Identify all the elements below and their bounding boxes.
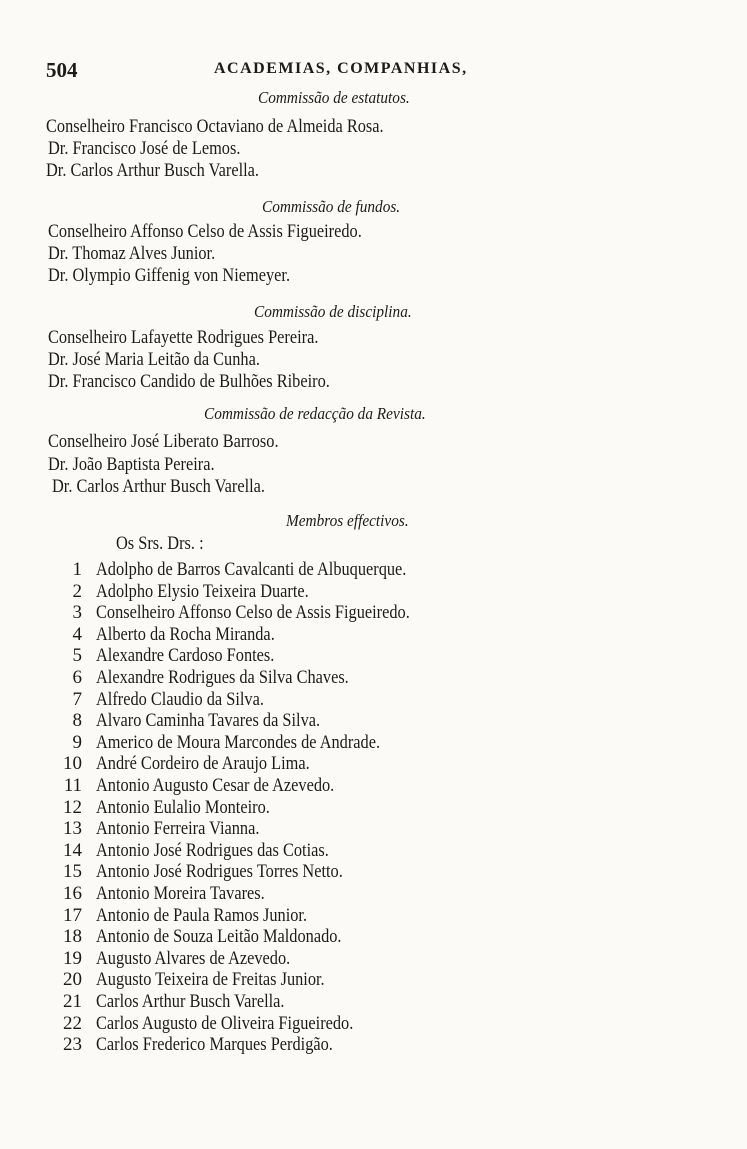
section-heading-estatutos: Commissão de estatutos. — [258, 88, 410, 107]
member-number: 22 — [63, 1013, 82, 1034]
member-number: 7 — [72, 689, 82, 710]
member-number: 17 — [63, 905, 82, 926]
member-line: Conselheiro Francisco Octaviano de Almeida Rosa. — [46, 116, 384, 137]
page-header — [46, 58, 536, 84]
member-number: 18 — [63, 926, 82, 947]
member-number: 3 — [72, 602, 82, 623]
section-heading-fundos: Commissão de fundos. — [262, 197, 401, 216]
members-intro: Os Srs. Drs. : — [116, 533, 204, 554]
member-name: Antonio José Rodrigues Torres Netto. — [96, 861, 343, 882]
member-name: Antonio José Rodrigues das Cotias. — [96, 840, 329, 861]
member-line: Dr. João Baptista Pereira. — [48, 454, 215, 475]
member-line: Conselheiro Affonso Celso de Assis Figueiredo. — [48, 221, 362, 242]
member-number: 21 — [63, 991, 82, 1012]
member-name: Antonio de Paula Ramos Junior. — [96, 905, 308, 926]
page-number: 504 — [46, 58, 78, 82]
member-number: 1 — [72, 559, 82, 580]
section-heading-disciplina: Commissão de disciplina. — [254, 302, 412, 321]
member-name: Augusto Alvares de Azevedo. — [96, 948, 291, 969]
member-number: 2 — [72, 581, 82, 602]
member-number: 15 — [63, 861, 82, 882]
member-number: 10 — [63, 753, 82, 774]
member-number: 13 — [63, 818, 82, 839]
member-number: 8 — [72, 710, 82, 731]
member-number: 5 — [72, 645, 82, 666]
member-name: Antonio de Souza Leitão Maldonado. — [96, 926, 342, 947]
member-name: Augusto Teixeira de Freitas Junior. — [96, 969, 325, 990]
member-name: Carlos Frederico Marques Perdigão. — [96, 1034, 333, 1055]
member-number: 14 — [63, 840, 82, 861]
member-number: 4 — [72, 624, 82, 645]
member-line: Dr. Olympio Giffenig von Niemeyer. — [48, 265, 291, 286]
member-line: Dr. Carlos Arthur Busch Varella. — [46, 160, 259, 181]
member-number: 16 — [63, 883, 82, 904]
member-name: Americo de Moura Marcondes de Andrade. — [96, 732, 381, 753]
member-name: Alvaro Caminha Tavares da Silva. — [96, 710, 321, 731]
member-number: 19 — [63, 948, 82, 969]
member-line: Dr. Carlos Arthur Busch Varella. — [52, 476, 265, 497]
member-name: Antonio Augusto Cesar de Azevedo. — [96, 775, 335, 796]
member-number: 11 — [63, 775, 82, 796]
member-line: Dr. José Maria Leitão da Cunha. — [48, 349, 260, 370]
member-name: Antonio Eulalio Monteiro. — [96, 797, 270, 818]
member-line: Conselheiro Lafayette Rodrigues Pereira. — [48, 327, 319, 348]
member-number: 23 — [63, 1034, 82, 1055]
member-name: Adolpho de Barros Cavalcanti de Albuquerque. — [96, 559, 407, 580]
running-head: ACADEMIAS, COMPANHIAS, — [214, 60, 468, 77]
section-heading-redaccao: Commissão de redacção da Revista. — [204, 404, 426, 423]
member-name: Alexandre Cardoso Fontes. — [96, 645, 275, 666]
member-name: Antonio Ferreira Vianna. — [96, 818, 260, 839]
member-number: 9 — [72, 732, 82, 753]
member-line: Dr. Thomaz Alves Junior. — [48, 243, 216, 264]
member-name: Alfredo Claudio da Silva. — [96, 689, 264, 710]
member-name: Carlos Augusto de Oliveira Figueiredo. — [96, 1013, 354, 1034]
member-number: 20 — [63, 969, 82, 990]
member-number: 6 — [72, 667, 82, 688]
member-name: Carlos Arthur Busch Varella. — [96, 991, 285, 1012]
member-name: Antonio Moreira Tavares. — [96, 883, 265, 904]
member-name: Adolpho Elysio Teixeira Duarte. — [96, 581, 309, 602]
member-number: 12 — [63, 797, 82, 818]
member-name: Alexandre Rodrigues da Silva Chaves. — [96, 667, 349, 688]
member-line: Conselheiro José Liberato Barroso. — [48, 431, 279, 452]
member-name: André Cordeiro de Araujo Lima. — [96, 753, 310, 774]
member-name: Conselheiro Affonso Celso de Assis Figueiredo. — [96, 602, 410, 623]
member-line: Dr. Francisco José de Lemos. — [48, 138, 241, 159]
member-name: Alberto da Rocha Miranda. — [96, 624, 275, 645]
member-line: Dr. Francisco Candido de Bulhões Ribeiro. — [48, 371, 330, 392]
section-heading-membros-effectivos: Membros effectivos. — [286, 511, 409, 530]
